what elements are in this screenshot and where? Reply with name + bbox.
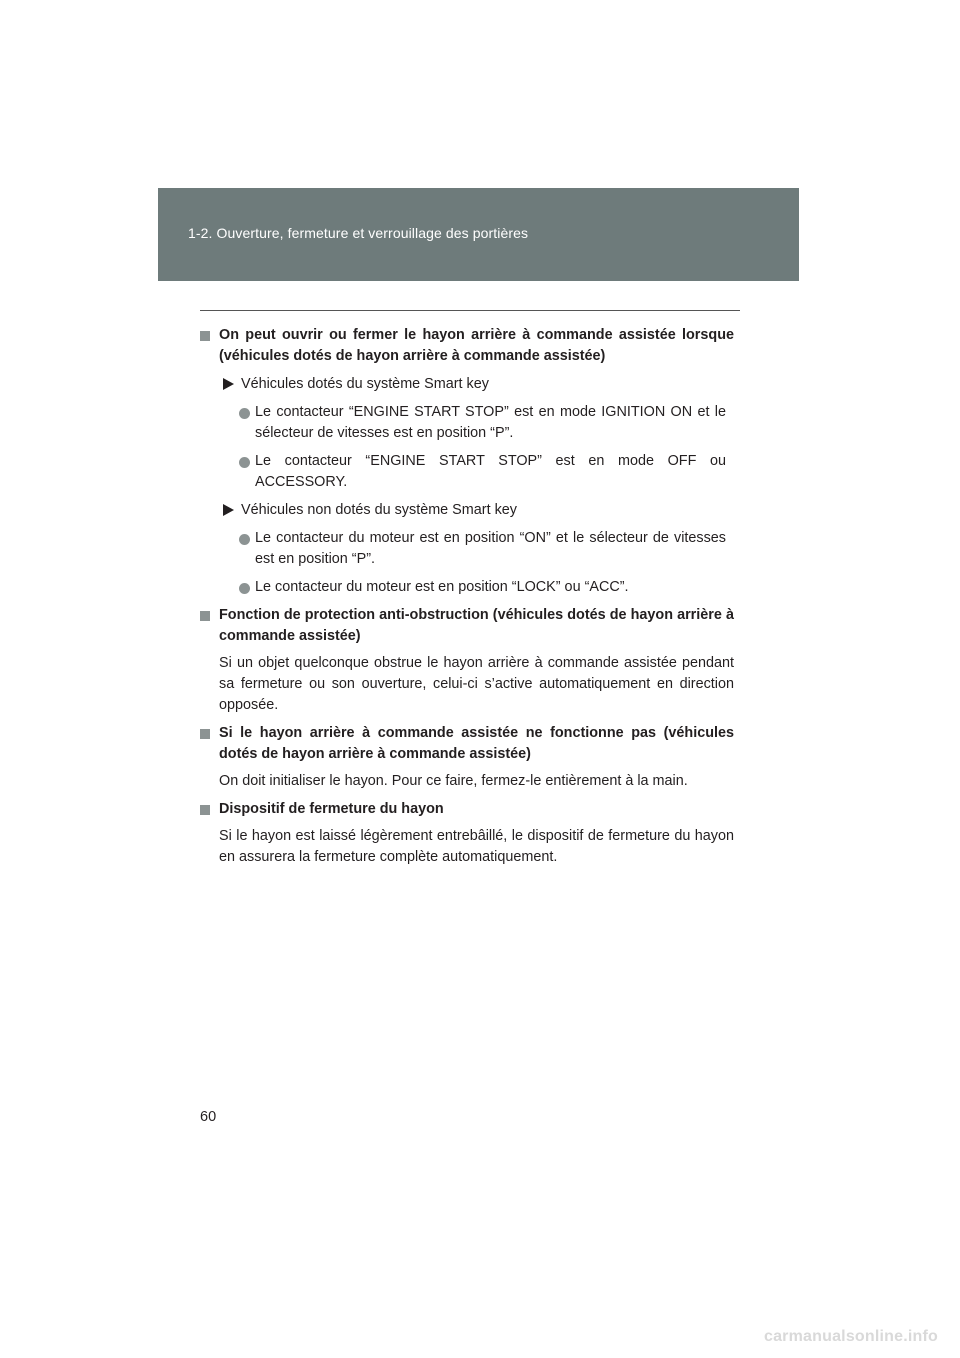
condition-group-label: Véhicules dotés du système Smart key xyxy=(200,374,734,395)
section-body: On doit initialiser le hayon. Pour ce faire, fermez-le entièrement à la main. xyxy=(219,773,688,789)
divider xyxy=(200,310,740,311)
square-bullet-icon xyxy=(200,805,210,815)
chapter-title: 1-2. Ouverture, fermeture et verrouillage des portières xyxy=(188,225,529,241)
watermark: carmanualsonline.info xyxy=(763,1328,938,1345)
list-item: Le contacteur du moteur est en position “ON” et le sélecteur de vitesses est en position “P”. xyxy=(200,528,734,570)
chapter-header xyxy=(158,188,799,281)
section-title: On peut ouvrir ou fermer le hayon arrière à commande assistée lorsque (véhicules dotés de hayon arrière à commande assistée) xyxy=(200,325,734,367)
square-bullet-icon xyxy=(200,331,210,341)
circle-bullet-icon xyxy=(239,534,250,545)
section-body: Si un objet quelconque obstrue le hayon arrière à commande assistée pendant sa fermeture ou son ouverture, celui-ci s’active automatiquement en direction opposée. xyxy=(219,655,734,713)
circle-bullet-icon xyxy=(239,583,250,594)
section-title: Si le hayon arrière à commande assistée ne fonctionne pas (véhicules dotés de hayon arrière à commande assistée) xyxy=(200,723,734,765)
section-title: Dispositif de fermeture du hayon xyxy=(200,799,734,820)
circle-bullet-icon xyxy=(239,457,250,468)
square-bullet-icon xyxy=(200,611,210,621)
list-item: Le contacteur “ENGINE START STOP” est en mode IGNITION ON et le sélecteur de vitesses est en position “P”. xyxy=(200,402,734,444)
list-item: Le contacteur du moteur est en position “LOCK” ou “ACC”. xyxy=(200,577,734,598)
section-title: Fonction de protection anti-obstruction (véhicules dotés de hayon arrière à commande assistée) xyxy=(200,605,734,647)
list-item: Le contacteur “ENGINE START STOP” est en mode OFF ou ACCESSORY. xyxy=(200,451,734,493)
section-body: Si le hayon est laissé légèrement entrebâillé, le dispositif de fermeture du hayon en assurera la fermeture complète automatiquement. xyxy=(219,828,734,865)
circle-bullet-icon xyxy=(239,408,250,419)
arrow-right-icon xyxy=(223,504,234,516)
page-number: 60 xyxy=(200,1109,217,1125)
condition-group-label: Véhicules non dotés du système Smart key xyxy=(200,500,734,521)
square-bullet-icon xyxy=(200,729,210,739)
page-content xyxy=(200,325,734,868)
arrow-right-icon xyxy=(223,378,234,390)
